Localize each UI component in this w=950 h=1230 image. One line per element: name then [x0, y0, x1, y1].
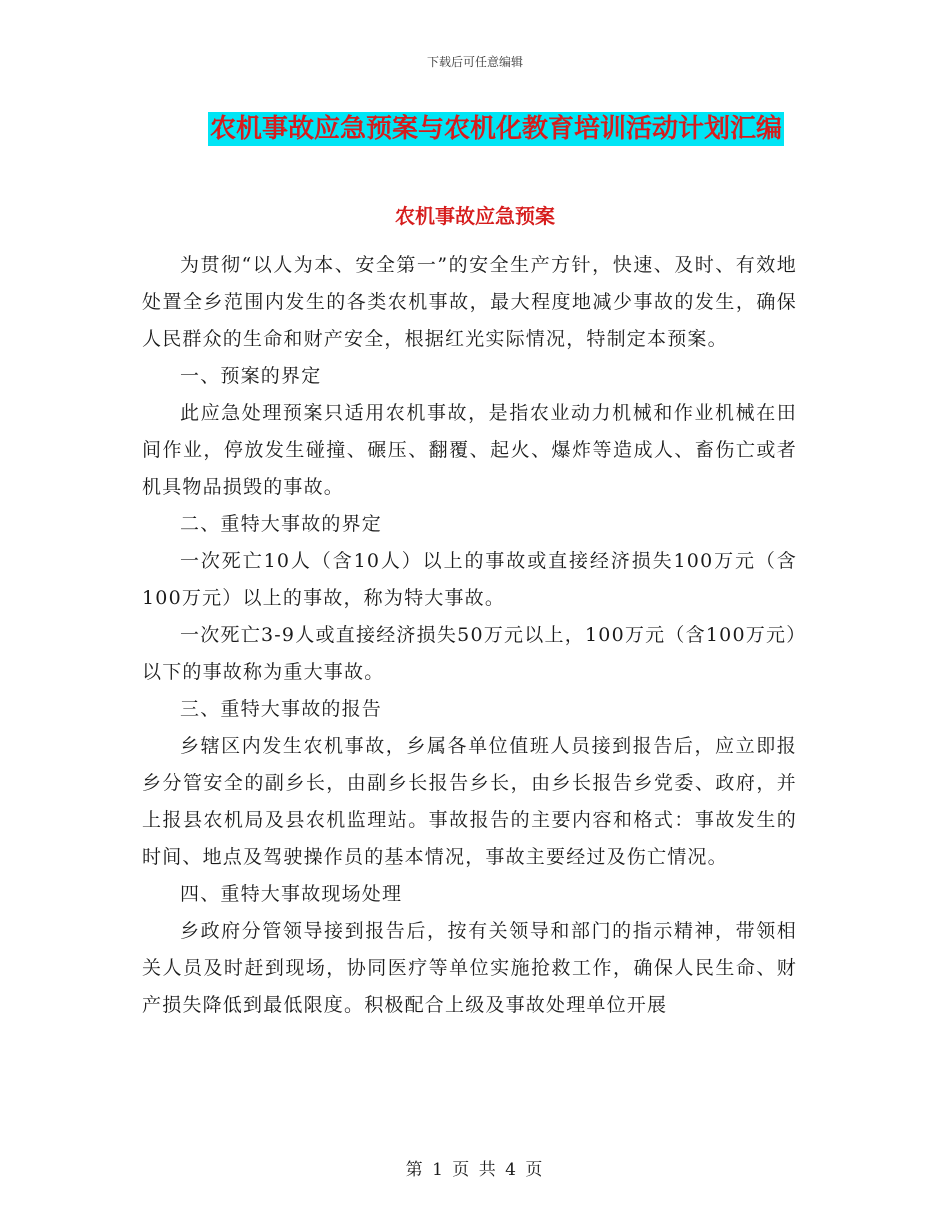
paragraph-major-accident: 一次死亡3-9人或直接经济损失50万元以上，100万元（含100万元）以下的事故称为重大事故。	[142, 624, 797, 683]
paragraph-extraordinary-accident: 一次死亡10人（含10人）以上的事故或直接经济损失100万元（含100万元）以上的事故，称为特大事故。	[142, 550, 797, 609]
heading-scene-handling: 四、重特大事故现场处理	[180, 883, 403, 905]
heading-major-accident-definition: 二、重特大事故的界定	[180, 513, 383, 535]
paragraph-accident-reporting: 乡辖区内发生农机事故，乡属各单位值班人员接到报告后，应立即报乡分管安全的副乡长，由副乡长报告乡长，由乡长报告乡党委、政府，并上报县农机局及县农机监理站。事故报告的主要内容和格式：事故发生的时间、地点及驾驶操作员的基本情况，事故主要经过及伤亡情况。	[142, 735, 797, 868]
document-title: 农机事故应急预案与农机化教育培训活动计划汇编	[210, 114, 783, 144]
page-header: 下载后可任意编辑	[426, 55, 523, 69]
paragraph-scene-handling: 乡政府分管领导接到报告后，按有关领导和部门的指示精神，带领相关人员及时赶到现场，协同医疗等单位实施抢救工作，确保人民生命、财产损失降低到最低限度。积极配合上级及事故处理单位开展	[142, 920, 797, 1016]
document-body	[142, 247, 797, 1024]
paragraph-intro: 为贯彻“以人为本、安全第一”的安全生产方针，快速、及时、有效地处置全乡范围内发生的各类农机事故，最大程度地减少事故的发生，确保人民群众的生命和财产安全，根据红光实际情况，特制定本预案。	[142, 254, 797, 350]
page-number: 第 1 页 共 4 页	[405, 1160, 545, 1180]
section-title: 农机事故应急预案	[395, 204, 555, 228]
heading-plan-scope: 一、预案的界定	[180, 365, 322, 387]
heading-accident-reporting: 三、重特大事故的报告	[180, 698, 383, 720]
paragraph-plan-scope: 此应急处理预案只适用农机事故，是指农业动力机械和作业机械在田间作业，停放发生碰撞、碾压、翻覆、起火、爆炸等造成人、畜伤亡或者机具物品损毁的事故。	[142, 402, 797, 498]
